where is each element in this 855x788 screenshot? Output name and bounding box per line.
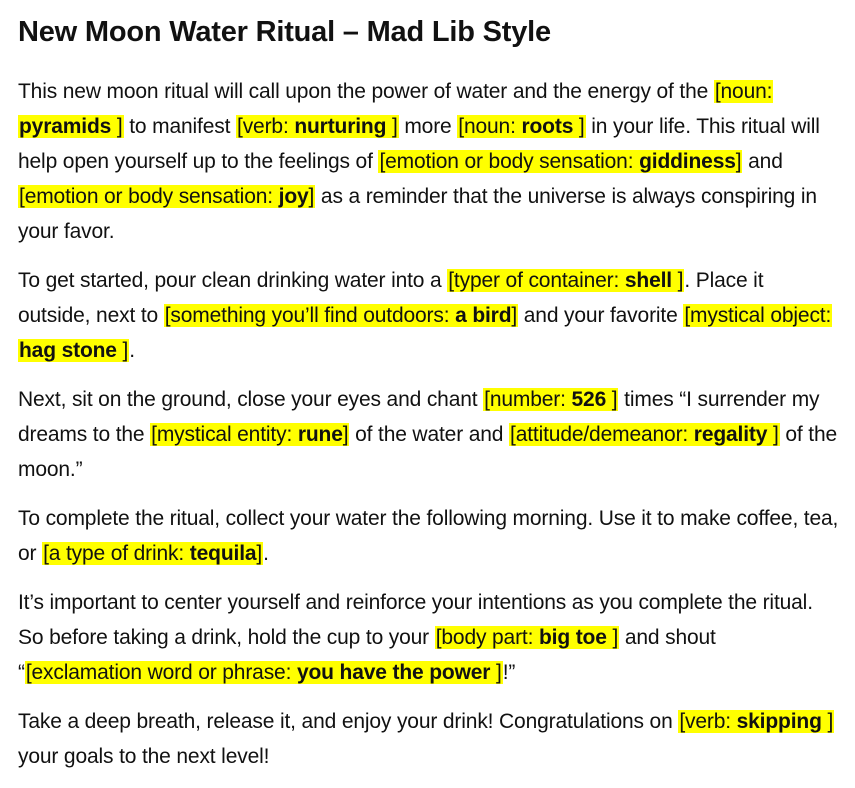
blank-label: verb: (242, 115, 295, 138)
blank-label: noun: (720, 80, 773, 103)
text-run: to manifest (123, 115, 236, 138)
filled-word: joy (278, 185, 309, 208)
blank-trailing-space (386, 115, 392, 138)
text-run: and shout “ (18, 626, 716, 684)
paragraph-2 (18, 263, 841, 368)
mad-lib-blank: [emotion or body sensation: giddiness] (379, 150, 742, 173)
mad-lib-blank: [mystical entity: rune] (151, 423, 349, 446)
text-run: . (129, 339, 135, 362)
mad-lib-blank: [a type of drink: tequila] (43, 542, 263, 565)
mad-lib-blank: [verb: nurturing ] (237, 115, 398, 138)
blank-label: exclamation word or phrase: (31, 661, 297, 684)
text-run: This new moon ritual will call upon the power of water and the energy of the (18, 80, 714, 103)
text-run: as a reminder that the universe is always conspiring in your favor. (18, 185, 817, 243)
text-run: It’s important to center yourself and reinforce your intentions as you complete the ritual. So before taking a drink, hold the cup to your (18, 591, 813, 649)
text-run: To complete the ritual, collect your water the following morning. Use it to make coffee, tea, or (18, 507, 839, 565)
document-title: New Moon Water Ritual – Mad Lib Style (18, 16, 551, 48)
mad-lib-blank: [something you’ll find outdoors: a bird] (164, 304, 518, 327)
blank-label: noun: (463, 115, 522, 138)
text-run: Take a deep breath, release it, and enjoy your drink! Congratulations on (18, 710, 679, 733)
text-run: and (742, 150, 783, 173)
blank-label: mystical entity: (156, 423, 298, 446)
mad-lib-blank: [typer of container: shell ] (448, 269, 684, 292)
blank-trailing-space (606, 388, 612, 411)
mad-lib-blank: [verb: skipping ] (679, 710, 834, 733)
blank-label: emotion or body sensation: (385, 150, 640, 173)
paragraph-3 (18, 382, 841, 487)
blank-label: emotion or body sensation: (24, 185, 279, 208)
filled-word: you have the power (296, 661, 491, 684)
text-run: . (263, 542, 269, 565)
paragraph-5 (18, 585, 841, 690)
mad-lib-blank: [number: 526 ] (484, 388, 618, 411)
blank-label: attitude/demeanor: (515, 423, 694, 446)
mad-lib-blank: [emotion or body sensation: joy] (19, 185, 315, 208)
text-run: . Place it outside, next to (18, 269, 764, 327)
blank-trailing-space (767, 423, 773, 446)
text-run: and your favorite (518, 304, 684, 327)
filled-word: tequila (189, 542, 257, 565)
blank-label: something you’ll find outdoors: (170, 304, 456, 327)
mad-lib-blank: [body part: big toe ] (435, 626, 619, 649)
text-run: !” (502, 661, 516, 684)
mad-lib-blank: [noun: pyramids ] (19, 80, 773, 138)
blank-trailing-space (822, 710, 828, 733)
mad-lib-blank: [mystical object: hag stone ] (19, 304, 832, 362)
blank-label: verb: (685, 710, 737, 733)
text-run: To get started, pour clean drinking water into a (18, 269, 448, 292)
blank-trailing-space (490, 661, 496, 684)
paragraph-1 (18, 74, 841, 249)
mad-lib-blank: [noun: roots ] (458, 115, 585, 138)
filled-word: 526 (571, 388, 607, 411)
document-body (18, 74, 841, 774)
filled-word: big toe (538, 626, 607, 649)
mad-lib-blank: [exclamation word or phrase: you have the power ] (25, 661, 502, 684)
blank-trailing-space (672, 269, 678, 292)
blank-trailing-space (573, 115, 579, 138)
blank-label: typer of container: (453, 269, 625, 292)
paragraph-6 (18, 704, 841, 774)
filled-word: pyramids (19, 115, 112, 138)
filled-word: nurturing (294, 115, 387, 138)
text-run: more (398, 115, 458, 138)
text-run: your goals to the next level! (18, 745, 270, 768)
filled-word: roots (521, 115, 574, 138)
filled-word: regality (693, 423, 768, 446)
text-run: times “I surrender my dreams to the (18, 388, 820, 446)
filled-word: giddiness (639, 150, 736, 173)
filled-word: skipping (736, 710, 822, 733)
blank-label: mystical object: (690, 304, 832, 327)
paragraph-4 (18, 501, 841, 571)
filled-word: shell (624, 269, 672, 292)
blank-trailing-space (117, 339, 123, 362)
filled-word: a bird (455, 304, 512, 327)
text-run: of the moon.” (18, 423, 837, 481)
blank-label: number: (489, 388, 572, 411)
text-run: of the water and (349, 423, 509, 446)
blank-trailing-space (111, 115, 117, 138)
blank-label: body part: (441, 626, 539, 649)
filled-word: hag stone (19, 339, 117, 362)
blank-trailing-space (607, 626, 613, 649)
blank-label: a type of drink: (48, 542, 190, 565)
filled-word: rune (297, 423, 343, 446)
text-run: in your life. This ritual will help open yourself up to the feelings of (18, 115, 820, 173)
text-run: Next, sit on the ground, close your eyes and chant (18, 388, 484, 411)
mad-lib-blank: [attitude/demeanor: regality ] (510, 423, 779, 446)
